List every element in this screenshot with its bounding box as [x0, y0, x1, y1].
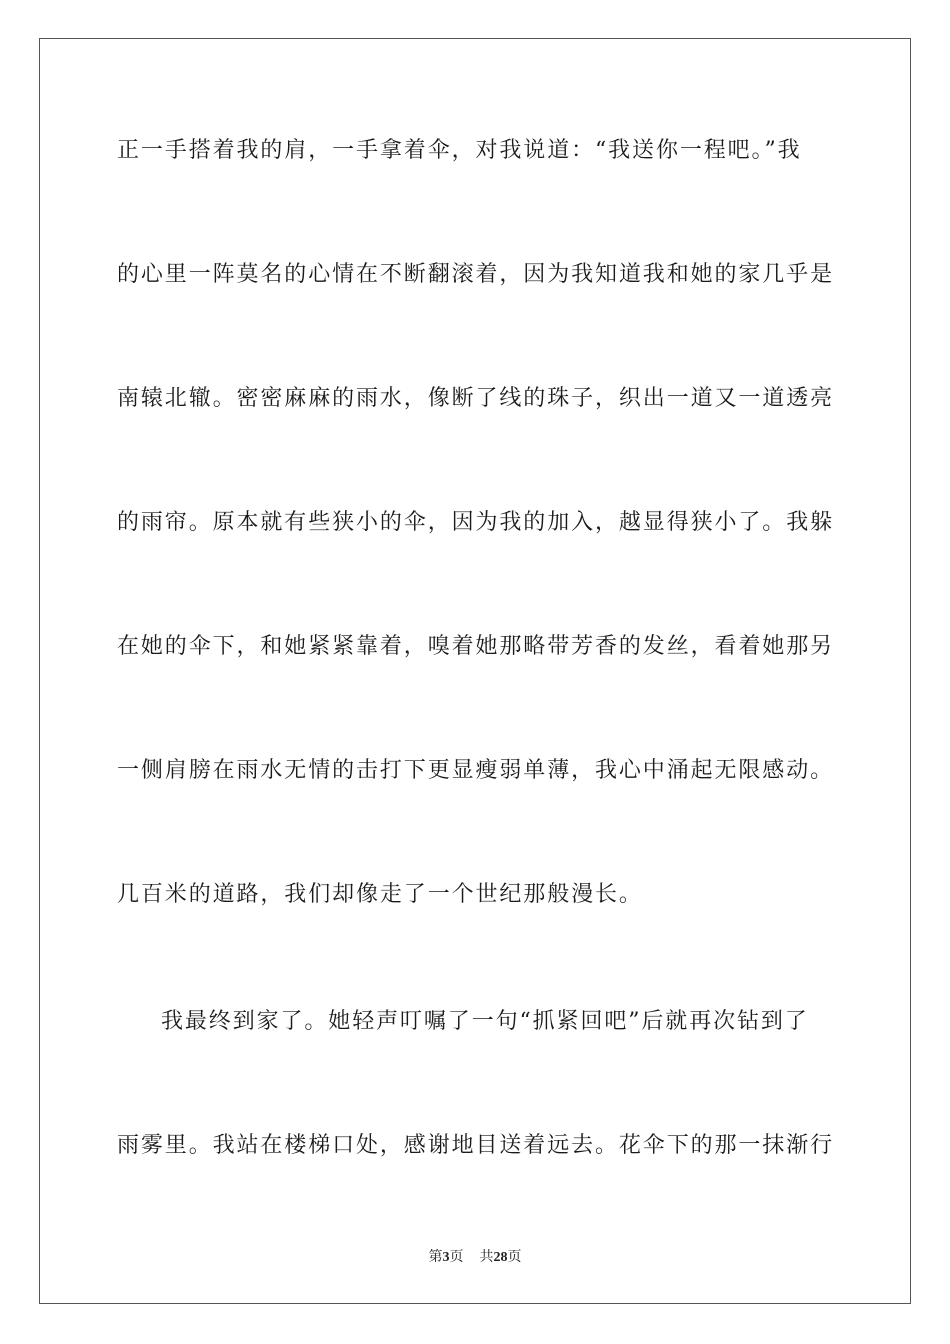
page-suffix: 页 — [449, 1249, 464, 1265]
text-line: 几百米的道路，我们却像走了一个世纪那般漫长。 — [117, 882, 643, 907]
page-border — [39, 38, 911, 1304]
text-line: 南辕北辙。密密麻麻的雨水，像断了线的珠子，织出一道又一道透亮 — [117, 386, 835, 411]
page-number: 3 — [442, 1250, 450, 1265]
text-line: 雨雾里。我站在楼梯口处，感谢地目送着远去。花伞下的那一抹渐行 — [117, 1133, 835, 1158]
page-prefix: 第 — [428, 1249, 443, 1265]
text-line: 一侧肩膀在雨水无情的击打下更显瘦弱单薄，我心中涌起无限感动。 — [117, 758, 835, 783]
paragraph-start-line: 我最终到家了。她轻声叮嘱了一句“抓紧回吧”后就再次钻到了 — [161, 1009, 809, 1034]
text-line: 正一手搭着我的肩，一手拿着伞，对我说道：“我送你一程吧。”我 — [117, 138, 802, 163]
total-pages: 28 — [493, 1250, 508, 1265]
text-line: 在她的伞下，和她紧紧靠着，嗅着她那略带芳香的发丝，看着她那另 — [117, 634, 835, 659]
total-suffix: 页 — [507, 1249, 522, 1265]
page-footer — [0, 1248, 950, 1267]
text-line: 的雨帘。原本就有些狭小的伞，因为我的加入，越显得狭小了。我躲 — [117, 510, 835, 535]
total-prefix: 共 — [479, 1249, 494, 1265]
text-line: 的心里一阵莫名的心情在不断翻滚着，因为我知道我和她的家几乎是 — [117, 262, 835, 287]
